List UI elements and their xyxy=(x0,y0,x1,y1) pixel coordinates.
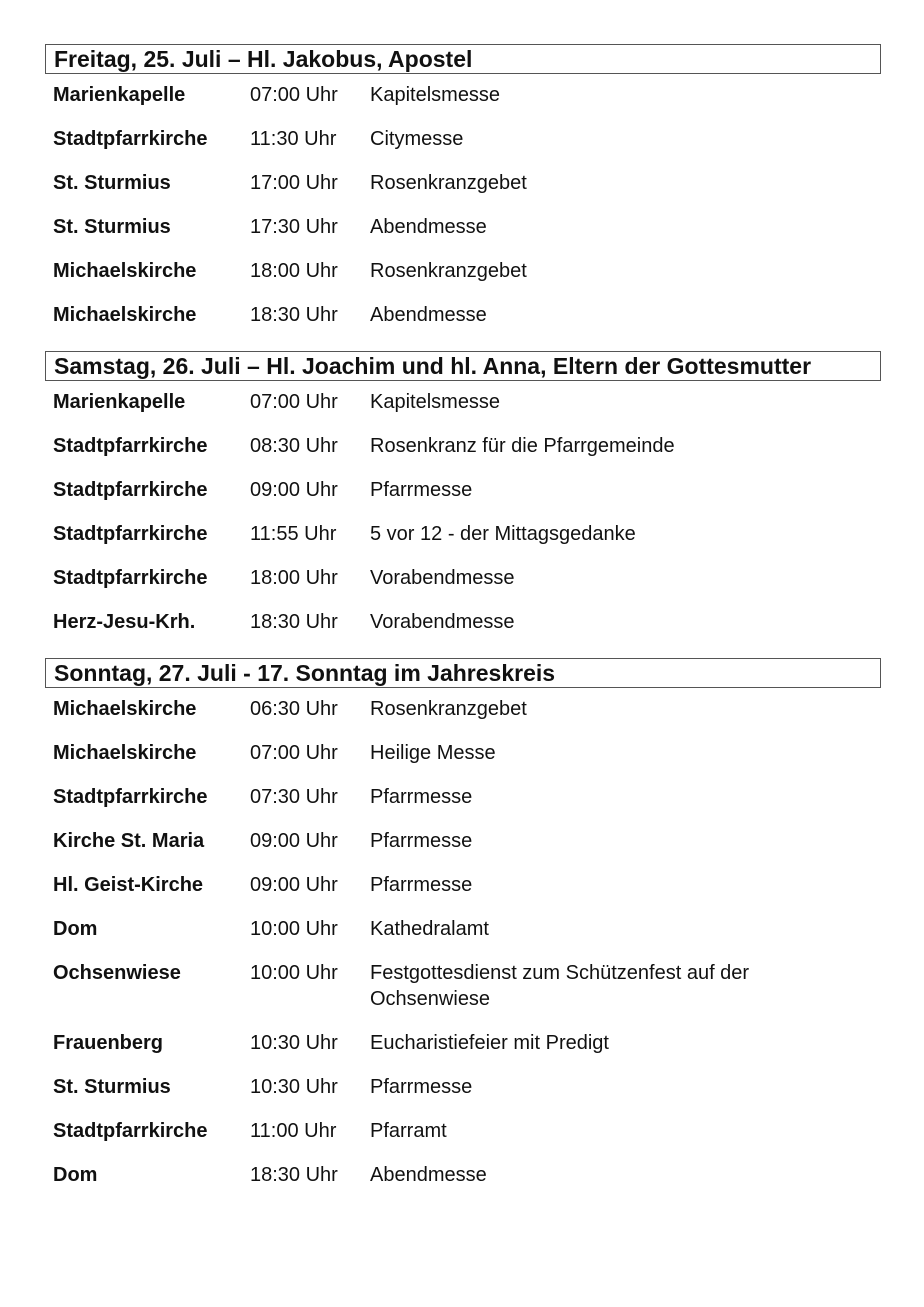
event-list xyxy=(45,385,881,649)
event-time: 11:00 Uhr xyxy=(250,1120,337,1142)
event-time: 18:00 Uhr xyxy=(250,567,338,589)
event-location: Michaelskirche xyxy=(53,304,197,326)
event-description: Heilige Messe xyxy=(370,742,496,764)
event-row xyxy=(45,780,881,824)
event-row xyxy=(45,824,881,868)
event-location: Hl. Geist-Kirche xyxy=(53,874,204,896)
event-row xyxy=(45,692,881,736)
event-time: 09:00 Uhr xyxy=(250,874,338,896)
event-description: Rosenkranz für die Pfarrgemeinde xyxy=(370,435,675,457)
event-row xyxy=(45,122,881,166)
event-time: 18:30 Uhr xyxy=(250,611,338,633)
event-description: Kathedralamt xyxy=(370,918,489,940)
event-location: Stadtpfarrkirche xyxy=(53,1120,208,1142)
event-location: Michaelskirche xyxy=(53,698,197,720)
event-row xyxy=(45,473,881,517)
event-description: Vorabendmesse xyxy=(370,567,515,589)
event-location: Kirche St. Maria xyxy=(53,830,205,852)
schedule-document xyxy=(45,44,881,1211)
event-row xyxy=(45,1026,881,1070)
event-row xyxy=(45,956,881,1026)
event-time: 18:30 Uhr xyxy=(250,304,338,326)
event-location: St. Sturmius xyxy=(53,216,171,238)
event-description: Eucharistiefeier mit Predigt xyxy=(370,1032,609,1054)
event-location: Dom xyxy=(53,1164,98,1186)
event-description: Pfarrmesse xyxy=(370,786,473,808)
event-time: 09:00 Uhr xyxy=(250,830,338,852)
event-time: 11:30 Uhr xyxy=(250,128,337,150)
event-location: Stadtpfarrkirche xyxy=(53,786,208,808)
event-time: 11:55 Uhr xyxy=(250,523,337,545)
event-location: Herz-Jesu-Krh. xyxy=(53,611,196,633)
event-description: Vorabendmesse xyxy=(370,611,515,633)
event-location: Stadtpfarrkirche xyxy=(53,128,208,150)
event-time: 17:30 Uhr xyxy=(250,216,338,238)
event-time: 08:30 Uhr xyxy=(250,435,338,457)
event-description: Festgottesdienst zum Schützenfest auf der Ochsenwiese xyxy=(370,962,750,1010)
event-description: Rosenkranzgebet xyxy=(370,172,527,194)
event-row xyxy=(45,605,881,649)
event-description: Kapitelsmesse xyxy=(370,391,501,413)
day-section xyxy=(45,658,881,1202)
event-time: 06:30 Uhr xyxy=(250,698,338,720)
event-row xyxy=(45,561,881,605)
event-row xyxy=(45,429,881,473)
event-description: Rosenkranzgebet xyxy=(370,698,527,720)
event-location: Stadtpfarrkirche xyxy=(53,567,208,589)
day-header: Samstag, 26. Juli – Hl. Joachim und hl. Anna, Eltern der Gottesmutter xyxy=(45,351,881,381)
event-description: Rosenkranzgebet xyxy=(370,260,527,282)
event-description: Pfarrmesse xyxy=(370,1076,473,1098)
event-row xyxy=(45,517,881,561)
event-time: 10:00 Uhr xyxy=(250,962,338,984)
event-description: Pfarrmesse xyxy=(370,830,473,852)
event-row xyxy=(45,1158,881,1202)
event-time: 10:30 Uhr xyxy=(250,1032,338,1054)
event-row xyxy=(45,78,881,122)
event-row xyxy=(45,298,881,342)
event-row xyxy=(45,385,881,429)
event-row xyxy=(45,868,881,912)
event-description: Abendmesse xyxy=(370,304,487,326)
event-time: 10:30 Uhr xyxy=(250,1076,338,1098)
event-time: 07:00 Uhr xyxy=(250,391,338,413)
event-location: St. Sturmius xyxy=(53,1076,171,1098)
event-location: Stadtpfarrkirche xyxy=(53,435,208,457)
event-description: 5 vor 12 - der Mittagsgedanke xyxy=(370,523,636,545)
event-description: Citymesse xyxy=(370,128,464,150)
event-time: 10:00 Uhr xyxy=(250,918,338,940)
event-row xyxy=(45,1070,881,1114)
event-time: 18:30 Uhr xyxy=(250,1164,338,1186)
day-header: Freitag, 25. Juli – Hl. Jakobus, Apostel xyxy=(45,44,881,74)
event-time: 18:00 Uhr xyxy=(250,260,338,282)
event-description: Abendmesse xyxy=(370,1164,487,1186)
event-row xyxy=(45,254,881,298)
event-row xyxy=(45,912,881,956)
event-location: Stadtpfarrkirche xyxy=(53,479,208,501)
event-description: Abendmesse xyxy=(370,216,487,238)
event-location: Ochsenwiese xyxy=(53,962,181,984)
event-row xyxy=(45,210,881,254)
event-time: 07:00 Uhr xyxy=(250,84,338,106)
event-row xyxy=(45,166,881,210)
event-list xyxy=(45,692,881,1202)
event-time: 09:00 Uhr xyxy=(250,479,338,501)
event-description: Pfarramt xyxy=(370,1120,447,1142)
event-row xyxy=(45,1114,881,1158)
day-section xyxy=(45,44,881,342)
event-location: Michaelskirche xyxy=(53,260,197,282)
day-section xyxy=(45,351,881,649)
event-location: St. Sturmius xyxy=(53,172,171,194)
day-header: Sonntag, 27. Juli - 17. Sonntag im Jahreskreis xyxy=(45,658,881,688)
event-description: Pfarrmesse xyxy=(370,874,473,896)
event-location: Marienkapelle xyxy=(53,84,186,106)
event-list xyxy=(45,78,881,342)
event-time: 07:30 Uhr xyxy=(250,786,338,808)
event-description: Pfarrmesse xyxy=(370,479,473,501)
event-location: Stadtpfarrkirche xyxy=(53,523,208,545)
event-location: Frauenberg xyxy=(53,1032,164,1054)
event-row xyxy=(45,736,881,780)
event-time: 07:00 Uhr xyxy=(250,742,338,764)
event-time: 17:00 Uhr xyxy=(250,172,338,194)
event-location: Marienkapelle xyxy=(53,391,186,413)
event-location: Dom xyxy=(53,918,98,940)
event-location: Michaelskirche xyxy=(53,742,197,764)
event-description: Kapitelsmesse xyxy=(370,84,501,106)
